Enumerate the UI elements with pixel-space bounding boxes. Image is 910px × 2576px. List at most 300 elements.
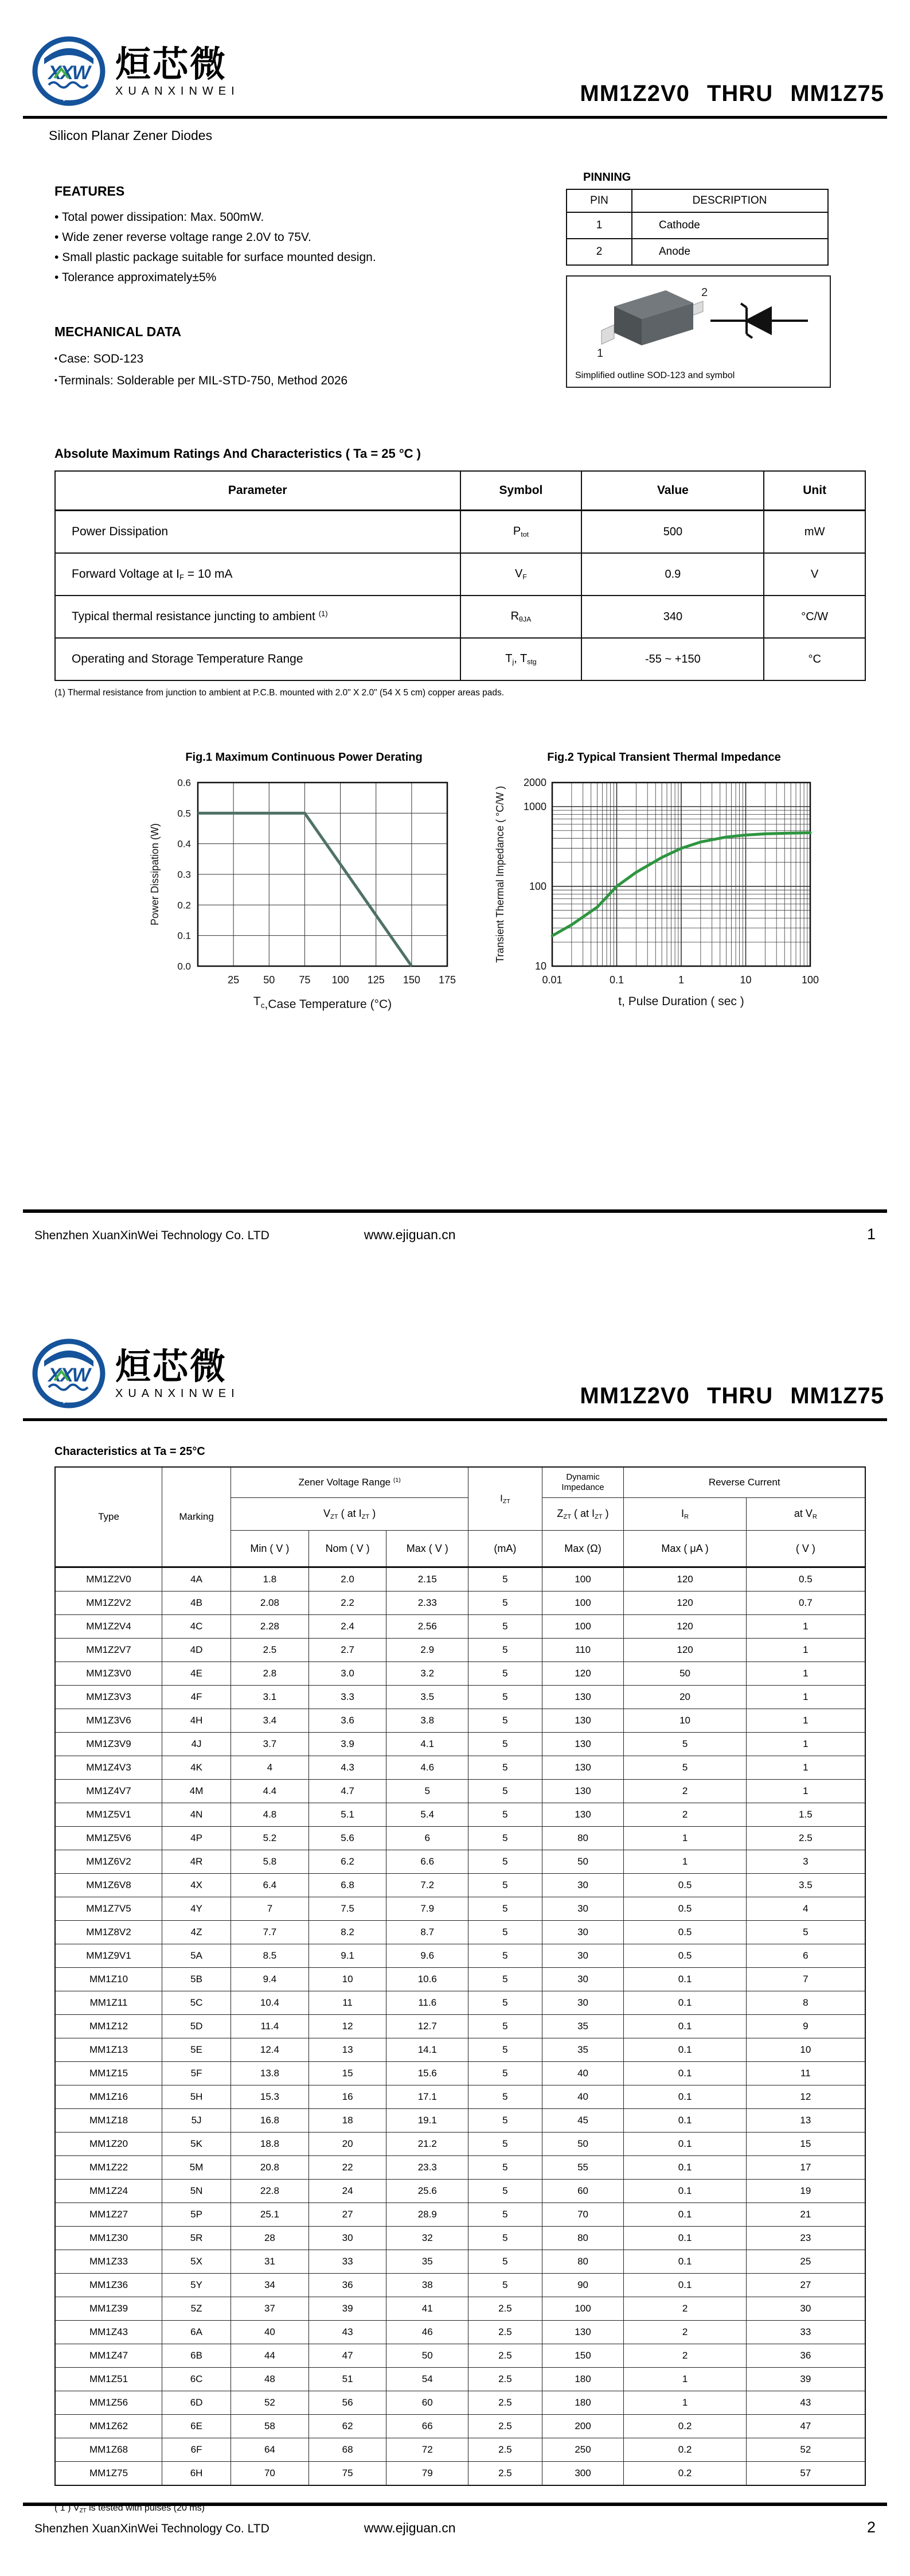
mechanical-item: ▪ Case: SOD-123 [54, 348, 525, 369]
cell: 64 [231, 2438, 309, 2462]
abs-col-value: Value [581, 471, 764, 511]
characteristics-row [55, 2015, 865, 2038]
svg-text:100: 100 [529, 880, 546, 892]
cell: 5 [468, 1686, 542, 1709]
cell: 3 [746, 1850, 865, 1874]
characteristics-row [55, 2085, 865, 2109]
cell: 34 [231, 2274, 309, 2297]
characteristics-row [55, 1874, 865, 1897]
cell: 5 [468, 2274, 542, 2297]
cell: 13 [746, 2109, 865, 2133]
cell: MM1Z8V2 [55, 1921, 162, 1944]
cell: 30 [542, 1944, 624, 1968]
svg-text:XXW: XXW [48, 62, 89, 84]
cell: 3.1 [231, 1686, 309, 1709]
cell: 8.2 [308, 1921, 386, 1944]
col-dynamic-impedance: Dynamic Impedance [542, 1467, 624, 1498]
characteristics-row [55, 1921, 865, 1944]
characteristics-row [55, 1968, 865, 1991]
cell: 66 [386, 2415, 468, 2438]
svg-text:150: 150 [403, 974, 420, 986]
cell: 2.4 [308, 1615, 386, 1639]
characteristics-row [55, 2274, 865, 2297]
cell: 5 [386, 1780, 468, 1803]
col-ir: $I_R$ [624, 1498, 746, 1531]
cell: MM1Z30 [55, 2227, 162, 2250]
cell: 1 [746, 1780, 865, 1803]
page-footer [23, 1209, 887, 1243]
part-range-title: MM1Z2V0 THRU MM1Z75 [580, 81, 884, 106]
cell: 6.6 [386, 1850, 468, 1874]
cell: 79 [386, 2462, 468, 2486]
cell: 70 [231, 2462, 309, 2486]
col-type: Type [55, 1467, 162, 1567]
cell: 5 [468, 1944, 542, 1968]
footer-website: www.ejiguan.cn [364, 2520, 456, 2535]
cell: 55 [542, 2156, 624, 2180]
cell: 3.5 [746, 1874, 865, 1897]
cell: MM1Z2V4 [55, 1615, 162, 1639]
characteristics-footnote: ( 1 ) $V_{ZT}$ is tested with pulses (20 ms) [54, 2503, 205, 2514]
cell: 0.5 [624, 1897, 746, 1921]
characteristics-row [55, 2203, 865, 2227]
cell: 3.8 [386, 1709, 468, 1733]
cell: 5 [468, 2156, 542, 2180]
cell: 2.5 [468, 2415, 542, 2438]
col-min-v: Min ( V ) [231, 1531, 309, 1567]
cell: 19 [746, 2180, 865, 2203]
svg-text:100: 100 [801, 974, 819, 986]
cell: 7 [746, 1968, 865, 1991]
cell: 25 [746, 2250, 865, 2274]
fig2-title: Fig.2 Typical Transient Thermal Impedance [547, 751, 781, 764]
cell: 5 [468, 2062, 542, 2085]
cell: MM1Z47 [55, 2344, 162, 2368]
cell: 4Y [162, 1897, 231, 1921]
cell: MM1Z5V6 [55, 1827, 162, 1850]
cell: 130 [542, 1709, 624, 1733]
cell: 13 [308, 2038, 386, 2062]
cell: 19.1 [386, 2109, 468, 2133]
cell: 4K [162, 1756, 231, 1780]
cell: 0.9 [581, 553, 764, 596]
svg-text:10: 10 [534, 960, 546, 972]
cell: 28 [231, 2227, 309, 2250]
cell: 2.5 [468, 2462, 542, 2486]
cell: 4.8 [231, 1803, 309, 1827]
cell: 250 [542, 2438, 624, 2462]
cell: MM1Z4V3 [55, 1756, 162, 1780]
cell: 48 [231, 2368, 309, 2391]
svg-text:0.6: 0.6 [177, 777, 191, 788]
cell: 2 [624, 1803, 746, 1827]
cell: MM1Z3V9 [55, 1733, 162, 1756]
cell: 5N [162, 2180, 231, 2203]
col-max-v: Max ( V ) [386, 1531, 468, 1567]
cell: 47 [308, 2344, 386, 2368]
cell: 6.2 [308, 1850, 386, 1874]
cell: 27 [746, 2274, 865, 2297]
cell: 5 [468, 2085, 542, 2109]
cell: MM1Z3V6 [55, 1709, 162, 1733]
cell: MM1Z18 [55, 2109, 162, 2133]
cell: 3.4 [231, 1709, 309, 1733]
cell: 130 [542, 2321, 624, 2344]
brand-logo [32, 1338, 240, 1411]
cell: 80 [542, 2250, 624, 2274]
cell: 14.1 [386, 2038, 468, 2062]
cell: MM1Z2V7 [55, 1639, 162, 1662]
cell: MM1Z7V5 [55, 1897, 162, 1921]
cell: 5 [468, 2227, 542, 2250]
pinning-col-pin: PIN [567, 189, 632, 212]
svg-text:25: 25 [228, 974, 240, 986]
doc-subtitle: Silicon Planar Zener Diodes [49, 128, 213, 143]
characteristics-row [55, 2038, 865, 2062]
cell: MM1Z11 [55, 1991, 162, 2015]
cell: 5 [468, 1991, 542, 2015]
cell: 8 [746, 1991, 865, 2015]
cell: 41 [386, 2297, 468, 2321]
cell: 10.4 [231, 1991, 309, 2015]
cell: Operating and Storage Temperature Range [55, 638, 460, 680]
cell: MM1Z12 [55, 2015, 162, 2038]
cell: 15 [308, 2062, 386, 2085]
brand-logo [32, 36, 240, 109]
cell: MM1Z15 [55, 2062, 162, 2085]
cell: 18 [308, 2109, 386, 2133]
cell: 72 [386, 2438, 468, 2462]
cell: 11.4 [231, 2015, 309, 2038]
cell: 2.5 [468, 2438, 542, 2462]
characteristics-row [55, 1850, 865, 1874]
pinning-col-description: DESCRIPTION [632, 189, 828, 212]
cell: 1 [624, 1850, 746, 1874]
cell: 1 [746, 1662, 865, 1686]
cell: 17 [746, 2156, 865, 2180]
cell: 9.6 [386, 1944, 468, 1968]
cell: -55 ~ +150 [581, 638, 764, 680]
sod-123-package-icon [580, 283, 709, 361]
cell: MM1Z36 [55, 2274, 162, 2297]
cell: 4M [162, 1780, 231, 1803]
cell: 15 [746, 2133, 865, 2156]
cell: 5 [468, 1921, 542, 1944]
abs-max-row [55, 638, 865, 680]
header-rule [23, 1418, 887, 1421]
pin-1-label: 1 [597, 347, 604, 360]
cell: 7.5 [308, 1897, 386, 1921]
cell: 23.3 [386, 2156, 468, 2180]
cell: 4.1 [386, 1733, 468, 1756]
cell: 9 [746, 2015, 865, 2038]
abs-max-row [55, 553, 865, 596]
cell: 5B [162, 1968, 231, 1991]
cell: 0.1 [624, 2227, 746, 2250]
svg-text:Transient Thermal Impedance (: Transient Thermal Impedance ( °C/W ) [494, 785, 506, 963]
cell: 5 [468, 2203, 542, 2227]
cell: 5 [468, 2109, 542, 2133]
cell: 1.8 [231, 1567, 309, 1591]
cell: 50 [542, 1850, 624, 1874]
cell: MM1Z62 [55, 2415, 162, 2438]
cell: 2.7 [308, 1639, 386, 1662]
col-vzt: $V_{ZT}$ ( at $I_{ZT}$ ) [231, 1498, 468, 1531]
svg-text:0.1: 0.1 [609, 974, 624, 986]
fig1-plot [143, 765, 464, 1012]
cell: 0.1 [624, 2109, 746, 2133]
cell: 5 [468, 2180, 542, 2203]
cell: 3.9 [308, 1733, 386, 1756]
fig1-derating-chart [143, 751, 464, 1015]
svg-text:10: 10 [740, 974, 752, 986]
characteristics-row [55, 2368, 865, 2391]
features-list [54, 207, 525, 287]
cell: 2 [567, 239, 632, 265]
cell: 6D [162, 2391, 231, 2415]
cell: Power Dissipation [55, 511, 460, 554]
cell: 51 [308, 2368, 386, 2391]
characteristics-heading: Characteristics at Ta = 25°C [54, 1445, 205, 1458]
cell: 1.5 [746, 1803, 865, 1827]
cell: 5 [468, 1639, 542, 1662]
cell: 11 [308, 1991, 386, 2015]
cell: 35 [542, 2038, 624, 2062]
cell: 6.4 [231, 1874, 309, 1897]
cell: 0.1 [624, 2015, 746, 2038]
cell: 1 [624, 1827, 746, 1850]
cell: 5Y [162, 2274, 231, 2297]
cell: 0.2 [624, 2462, 746, 2486]
cell: 2 [624, 2344, 746, 2368]
cell: 4D [162, 1639, 231, 1662]
cell: 5K [162, 2133, 231, 2156]
cell: 36 [308, 2274, 386, 2297]
cell: 40 [542, 2062, 624, 2085]
cell: 38 [386, 2274, 468, 2297]
cell: 4 [746, 1897, 865, 1921]
cell: 12 [308, 2015, 386, 2038]
cell: 52 [746, 2438, 865, 2462]
characteristics-row [55, 2109, 865, 2133]
cell: 35 [542, 2015, 624, 2038]
cell: 60 [542, 2180, 624, 2203]
cell: 50 [542, 2133, 624, 2156]
svg-text:1000: 1000 [523, 800, 546, 812]
abs-max-row [55, 511, 865, 554]
cell: 5 [468, 2250, 542, 2274]
cell: MM1Z33 [55, 2250, 162, 2274]
cell: 180 [542, 2391, 624, 2415]
characteristics-row [55, 1780, 865, 1803]
cell: 2.08 [231, 1591, 309, 1615]
cell: MM1Z16 [55, 2085, 162, 2109]
col-max-ua: Max ( μA ) [624, 1531, 746, 1567]
svg-text:Tc,Case Temperature (°C): $T_c,Case$ Temperature (°C) [253, 995, 392, 1011]
svg-text:125: 125 [367, 974, 385, 986]
cell: 2.28 [231, 1615, 309, 1639]
cell: 6 [746, 1944, 865, 1968]
cell: 5 [468, 1968, 542, 1991]
cell: 500 [581, 511, 764, 554]
cell: 3.0 [308, 1662, 386, 1686]
cell: 0.1 [624, 2085, 746, 2109]
cell: 2.5 [468, 2391, 542, 2415]
cell: 52 [231, 2391, 309, 2415]
cell: 130 [542, 1756, 624, 1780]
abs-max-row [55, 596, 865, 638]
cell: 7.9 [386, 1897, 468, 1921]
cell: 10 [746, 2038, 865, 2062]
cell: 1 [746, 1709, 865, 1733]
cell: 100 [542, 1567, 624, 1591]
svg-text:0.2: 0.2 [177, 900, 191, 911]
brand-logo-icon [32, 36, 107, 109]
cell: 60 [386, 2391, 468, 2415]
cell: 25.1 [231, 2203, 309, 2227]
cell: 5D [162, 2015, 231, 2038]
col-nom-v: Nom ( V ) [308, 1531, 386, 1567]
cell: 57 [746, 2462, 865, 2486]
cell: 21.2 [386, 2133, 468, 2156]
svg-text:XXW: XXW [48, 1364, 89, 1386]
cell: 5 [468, 2038, 542, 2062]
cell: 1 [746, 1686, 865, 1709]
cell: 13.8 [231, 2062, 309, 2085]
masthead [0, 1302, 910, 1418]
abs-max-table [54, 470, 866, 681]
pinning-table [566, 189, 829, 266]
cell: 5 [468, 1567, 542, 1591]
cell: 80 [542, 2227, 624, 2250]
cell: 180 [542, 2368, 624, 2391]
cell: 9.1 [308, 1944, 386, 1968]
cell: 0.1 [624, 2038, 746, 2062]
cell: 54 [386, 2368, 468, 2391]
cell: 0.5 [746, 1567, 865, 1591]
characteristics-row [55, 2462, 865, 2486]
cell: MM1Z56 [55, 2391, 162, 2415]
cell: 45 [542, 2109, 624, 2133]
characteristics-row [55, 1803, 865, 1827]
cell: 0.1 [624, 1991, 746, 2015]
feature-item: • Wide zener reverse voltage range 2.0V to 75V. [54, 227, 525, 247]
cell: 1 [746, 1639, 865, 1662]
cell: 12.4 [231, 2038, 309, 2062]
package-outline-panel [566, 275, 831, 388]
abs-col-symbol: Symbol [460, 471, 582, 511]
cell: 5.2 [231, 1827, 309, 1850]
cell: 50 [624, 1662, 746, 1686]
cell: 5 [468, 2133, 542, 2156]
cell: $P_{tot}$ [460, 511, 582, 554]
cell: 43 [746, 2391, 865, 2415]
cell: 1 [624, 2391, 746, 2415]
cell: 6B [162, 2344, 231, 2368]
cell: 130 [542, 1803, 624, 1827]
cell: 120 [624, 1615, 746, 1639]
cell: 130 [542, 1733, 624, 1756]
cell: MM1Z27 [55, 2203, 162, 2227]
cell: 130 [542, 1780, 624, 1803]
cell: 130 [542, 1686, 624, 1709]
cell: 4F [162, 1686, 231, 1709]
cell: 5.8 [231, 1850, 309, 1874]
cell: 2.56 [386, 1615, 468, 1639]
cell: MM1Z13 [55, 2038, 162, 2062]
cell: 3.6 [308, 1709, 386, 1733]
cell: 2.5 [468, 2321, 542, 2344]
cell: 5 [468, 1803, 542, 1827]
characteristics-row [55, 1756, 865, 1780]
svg-text:0.1: 0.1 [177, 930, 191, 941]
cell: 40 [231, 2321, 309, 2344]
cell: MM1Z68 [55, 2438, 162, 2462]
characteristics-row [55, 2344, 865, 2368]
cell: 20.8 [231, 2156, 309, 2180]
cell: 4.4 [231, 1780, 309, 1803]
svg-text:Power Dissipation (W): Power Dissipation (W) [149, 823, 161, 926]
cell: 5 [468, 1780, 542, 1803]
pinning-row [567, 212, 828, 239]
cell: 0.1 [624, 1968, 746, 1991]
cell: 3.5 [386, 1686, 468, 1709]
cell: 150 [542, 2344, 624, 2368]
cell: 30 [542, 1921, 624, 1944]
cell: 5H [162, 2085, 231, 2109]
cell: 4A [162, 1567, 231, 1591]
cell: 200 [542, 2415, 624, 2438]
cell: 2.8 [231, 1662, 309, 1686]
cell: 6F [162, 2438, 231, 2462]
svg-text:0.5: 0.5 [177, 808, 191, 819]
cell: 47 [746, 2415, 865, 2438]
cell: 11 [746, 2062, 865, 2085]
cell: 50 [386, 2344, 468, 2368]
characteristics-row [55, 1567, 865, 1591]
abs-col-unit: Unit [764, 471, 865, 511]
cell: 5 [468, 1591, 542, 1615]
characteristics-row [55, 1662, 865, 1686]
svg-text:0.0: 0.0 [177, 961, 191, 972]
cell: 5X [162, 2250, 231, 2274]
cell: 3.3 [308, 1686, 386, 1709]
cell: Anode [632, 239, 828, 265]
fig1-title: Fig.1 Maximum Continuous Power Derating [185, 751, 423, 764]
cell: Forward Voltage at $I_F = 10$ mA [55, 553, 460, 596]
cell: 5P [162, 2203, 231, 2227]
cell: 0.5 [624, 1944, 746, 1968]
characteristics-row [55, 2180, 865, 2203]
cell: 90 [542, 2274, 624, 2297]
cell: 120 [624, 1567, 746, 1591]
cell: 5J [162, 2109, 231, 2133]
features-heading: FEATURES [54, 184, 125, 199]
cell: 15.3 [231, 2085, 309, 2109]
header-rule [23, 116, 887, 119]
cell: 5.6 [308, 1827, 386, 1850]
characteristics-row [55, 1733, 865, 1756]
cell: 39 [746, 2368, 865, 2391]
cell: 5 [468, 1709, 542, 1733]
svg-text:1: 1 [678, 974, 685, 986]
part-range-title: MM1Z2V0 THRU MM1Z75 [580, 1383, 884, 1408]
characteristics-row [55, 1827, 865, 1850]
cell: 0.2 [624, 2415, 746, 2438]
cell: 6A [162, 2321, 231, 2344]
cell: 4.3 [308, 1756, 386, 1780]
cell: $R_{\theta JA}$ [460, 596, 582, 638]
